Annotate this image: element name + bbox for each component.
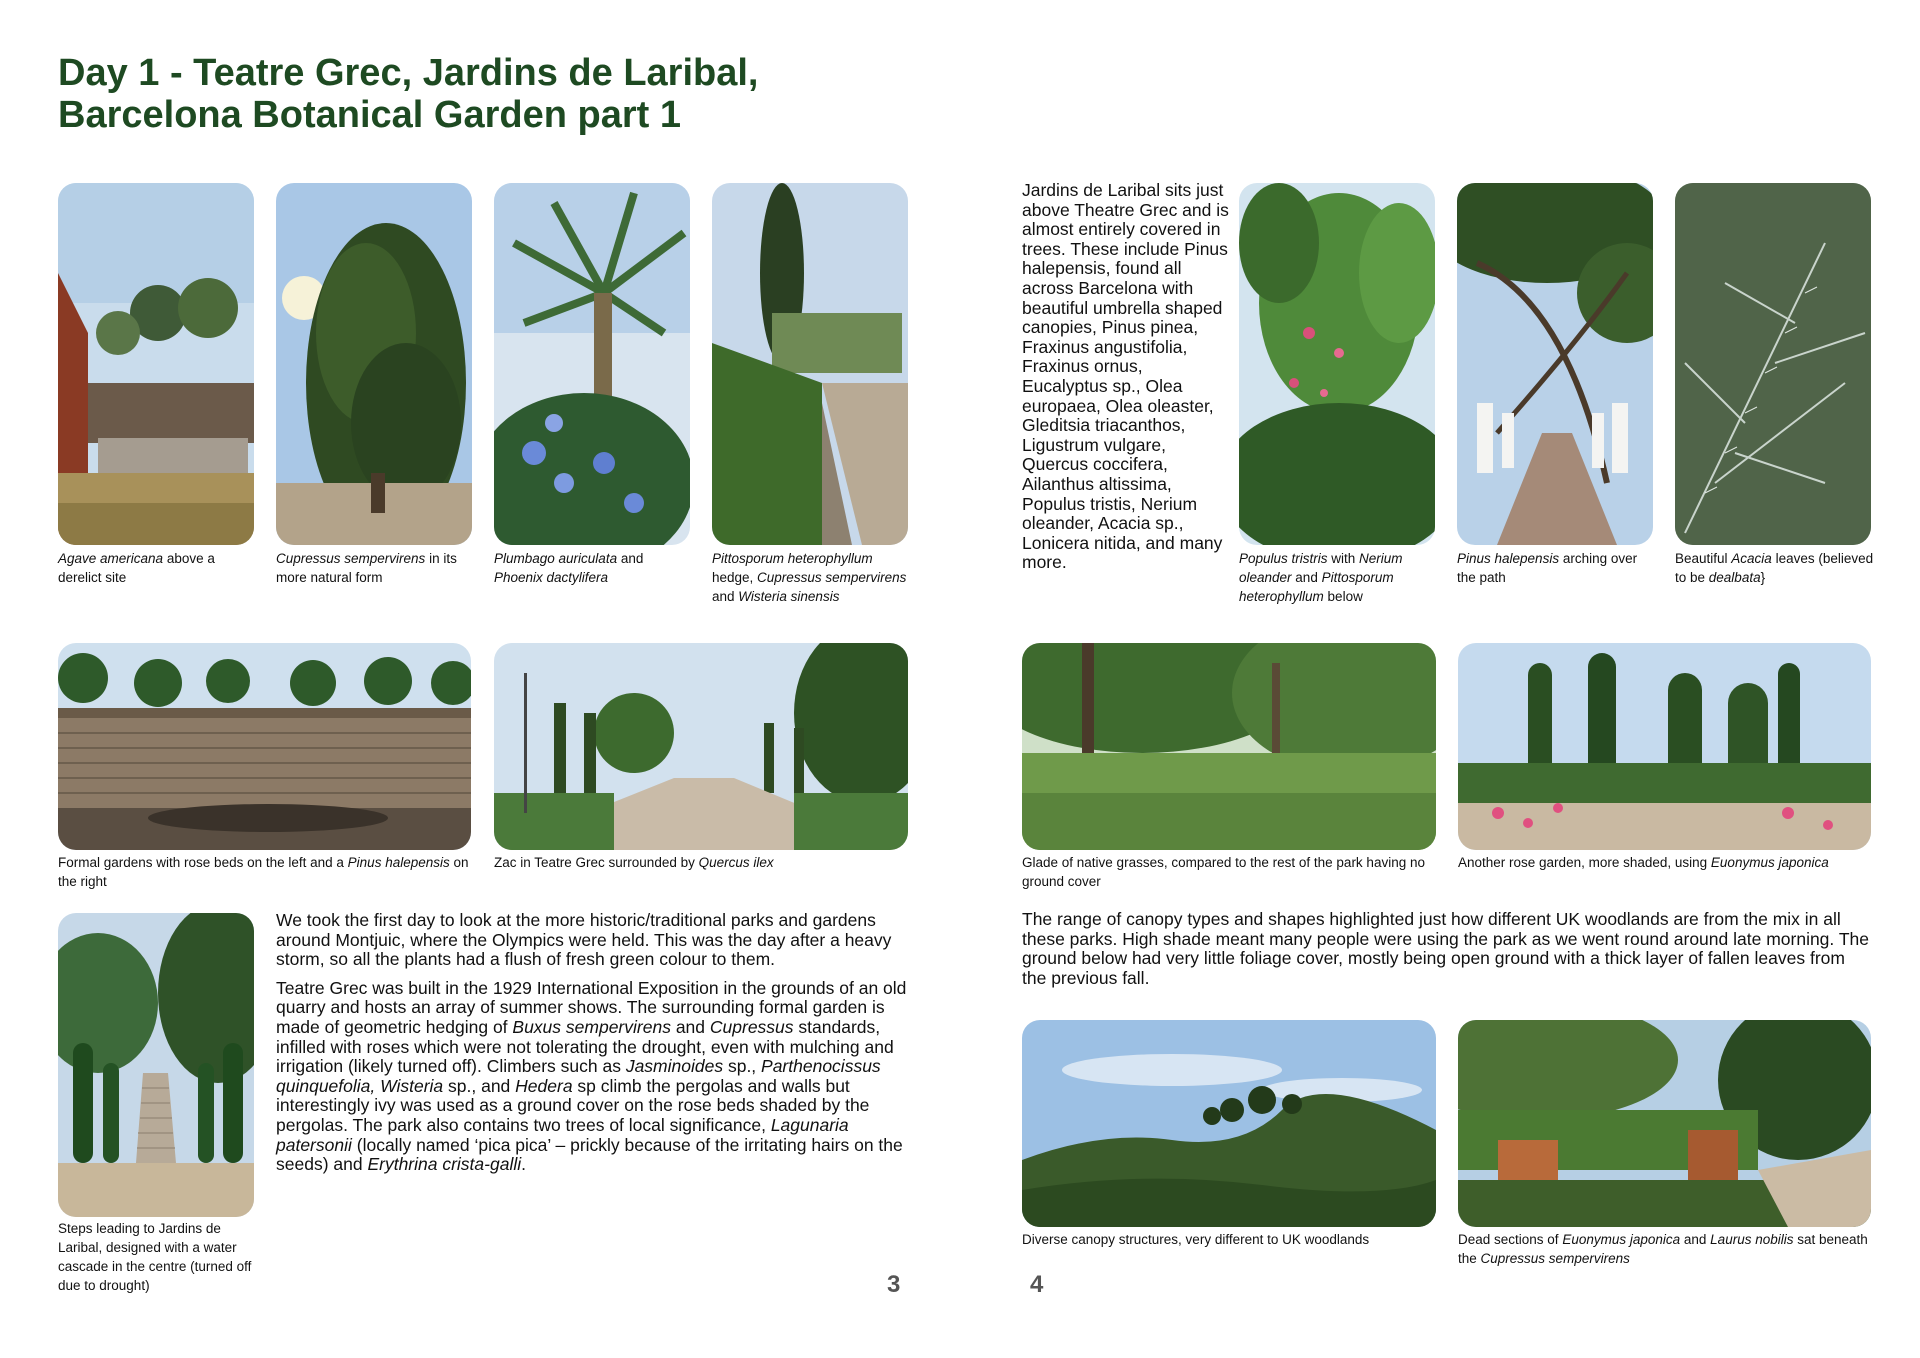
photo-agave xyxy=(58,183,254,545)
canopy-text: The range of canopy types and shapes highlighted just how different UK woodlands are from the mix in all these parks. High shade meant many people were using the park as we went round around late morning. The ground below had very little foliage cover, mostly being open ground with a thick layer of fallen leaves from the previous fall. xyxy=(1022,909,1869,988)
caption-zac: Zac in Teatre Grec surrounded by Quercus ilex xyxy=(494,855,774,870)
caption-pittosporum: Pittosporum heterophyllum hedge, Cupressus sempervirens and Wisteria sinensis xyxy=(712,551,907,604)
photo-dead-sections xyxy=(1458,1020,1871,1227)
photo-plumbago xyxy=(494,183,690,545)
photo-cupressus xyxy=(276,183,472,545)
intro-paragraph-1: We took the first day to look at the more historic/traditional parks and gardens around Montjuic, where the Olympics were held. This was the day after a heavy storm, so all the plants had a flush of fresh green colour to them. xyxy=(276,910,892,970)
caption-formal-gardens: Formal gardens with rose beds on the left and a Pinus halepensis on the right xyxy=(58,855,469,889)
photo-zac-teatre-grec xyxy=(494,643,908,850)
intro-paragraph-2: Teatre Grec was built in the 1929 International Exposition in the grounds of an old quarry and hosts an array of summer shows. The surrounding formal garden is made of geometric hedging of Buxus sempervirens and Cupressus standards, infilled with roses which were not tolerating the drought, even with mulching and irrigation (likely turned off). Climbers such as Jasminoides sp., Parthenocissus quinquefolia, Wisteria sp., and Hedera sp climb the pergolas and walls but interestingly ivy was used as a ground cover on the rose beds shaded by the pergolas. The park also contains two trees of local significance, Lagunaria patersonii (locally named ‘pica pica’ – prickly because of the irritating hairs on the seeds) and Erythrina crista-galli. xyxy=(276,977,907,1175)
laribal-text: Jardins de Laribal sits just above Theatre Grec and is almost entirely covered in trees. These include Pinus halepensis, found all across Barcelona with beautiful umbrella shaped canopies, Pinus pinea, Fraxinus angustifolia, Fraxinus ornus, Eucalyptus sp., Olea europaea, Olea oleaster, Gleditsia triacanthos, Ligustrum vulgare, Quercus coccifera, Ailanthus altissima, Populus tristis, Nerium oleander, Acacia sp., Lonicera nitida, and many more. xyxy=(1022,180,1229,573)
caption-acacia: Beautiful Acacia leaves (believed to be dealbata} xyxy=(1675,551,1874,585)
caption-diverse: Diverse canopy structures, very different to UK woodlands xyxy=(1022,1232,1370,1247)
photo-steps-laribal xyxy=(58,913,254,1217)
title-line-2: Barcelona Botanical Garden part 1 xyxy=(58,94,681,136)
intro-text xyxy=(276,911,908,1184)
photo-pittosporum xyxy=(712,183,908,545)
photo-diverse-canopy xyxy=(1022,1020,1436,1227)
caption-steps: Steps leading to Jardins de Laribal, designed with a water cascade in the centre (turned off due to drought) xyxy=(58,1221,252,1293)
photo-glade xyxy=(1022,643,1436,850)
caption-rose-garden: Another rose garden, more shaded, using Euonymus japonica xyxy=(1458,855,1829,870)
title-line-1: Day 1 - Teatre Grec, Jardins de Laribal, xyxy=(58,52,759,94)
caption-agave: Agave americana above a derelict site xyxy=(58,551,215,585)
photo-acacia xyxy=(1675,183,1871,545)
caption-pinus: Pinus halepensis arching over the path xyxy=(1457,551,1638,585)
caption-glade: Glade of native grasses, compared to the rest of the park having no ground cover xyxy=(1022,855,1425,889)
caption-cupressus: Cupressus sempervirens in its more natural form xyxy=(276,551,457,585)
page-number-right: 4 xyxy=(1030,1271,1044,1298)
caption-dead-sections: Dead sections of Euonymus japonica and Laurus nobilis sat beneath the Cupressus sempervirens xyxy=(1458,1232,1868,1266)
photo-formal-gardens xyxy=(58,643,471,850)
photo-pinus-arching xyxy=(1457,183,1653,545)
photo-populus xyxy=(1239,183,1435,545)
photo-rose-garden xyxy=(1458,643,1871,850)
page-number-left: 3 xyxy=(887,1271,901,1298)
caption-populus: Populus tristris with Nerium oleander and Pittosporum heterophyllum below xyxy=(1239,551,1403,604)
caption-plumbago: Plumbago auriculata and Phoenix dactylifera xyxy=(494,551,644,585)
page-title xyxy=(58,52,958,136)
